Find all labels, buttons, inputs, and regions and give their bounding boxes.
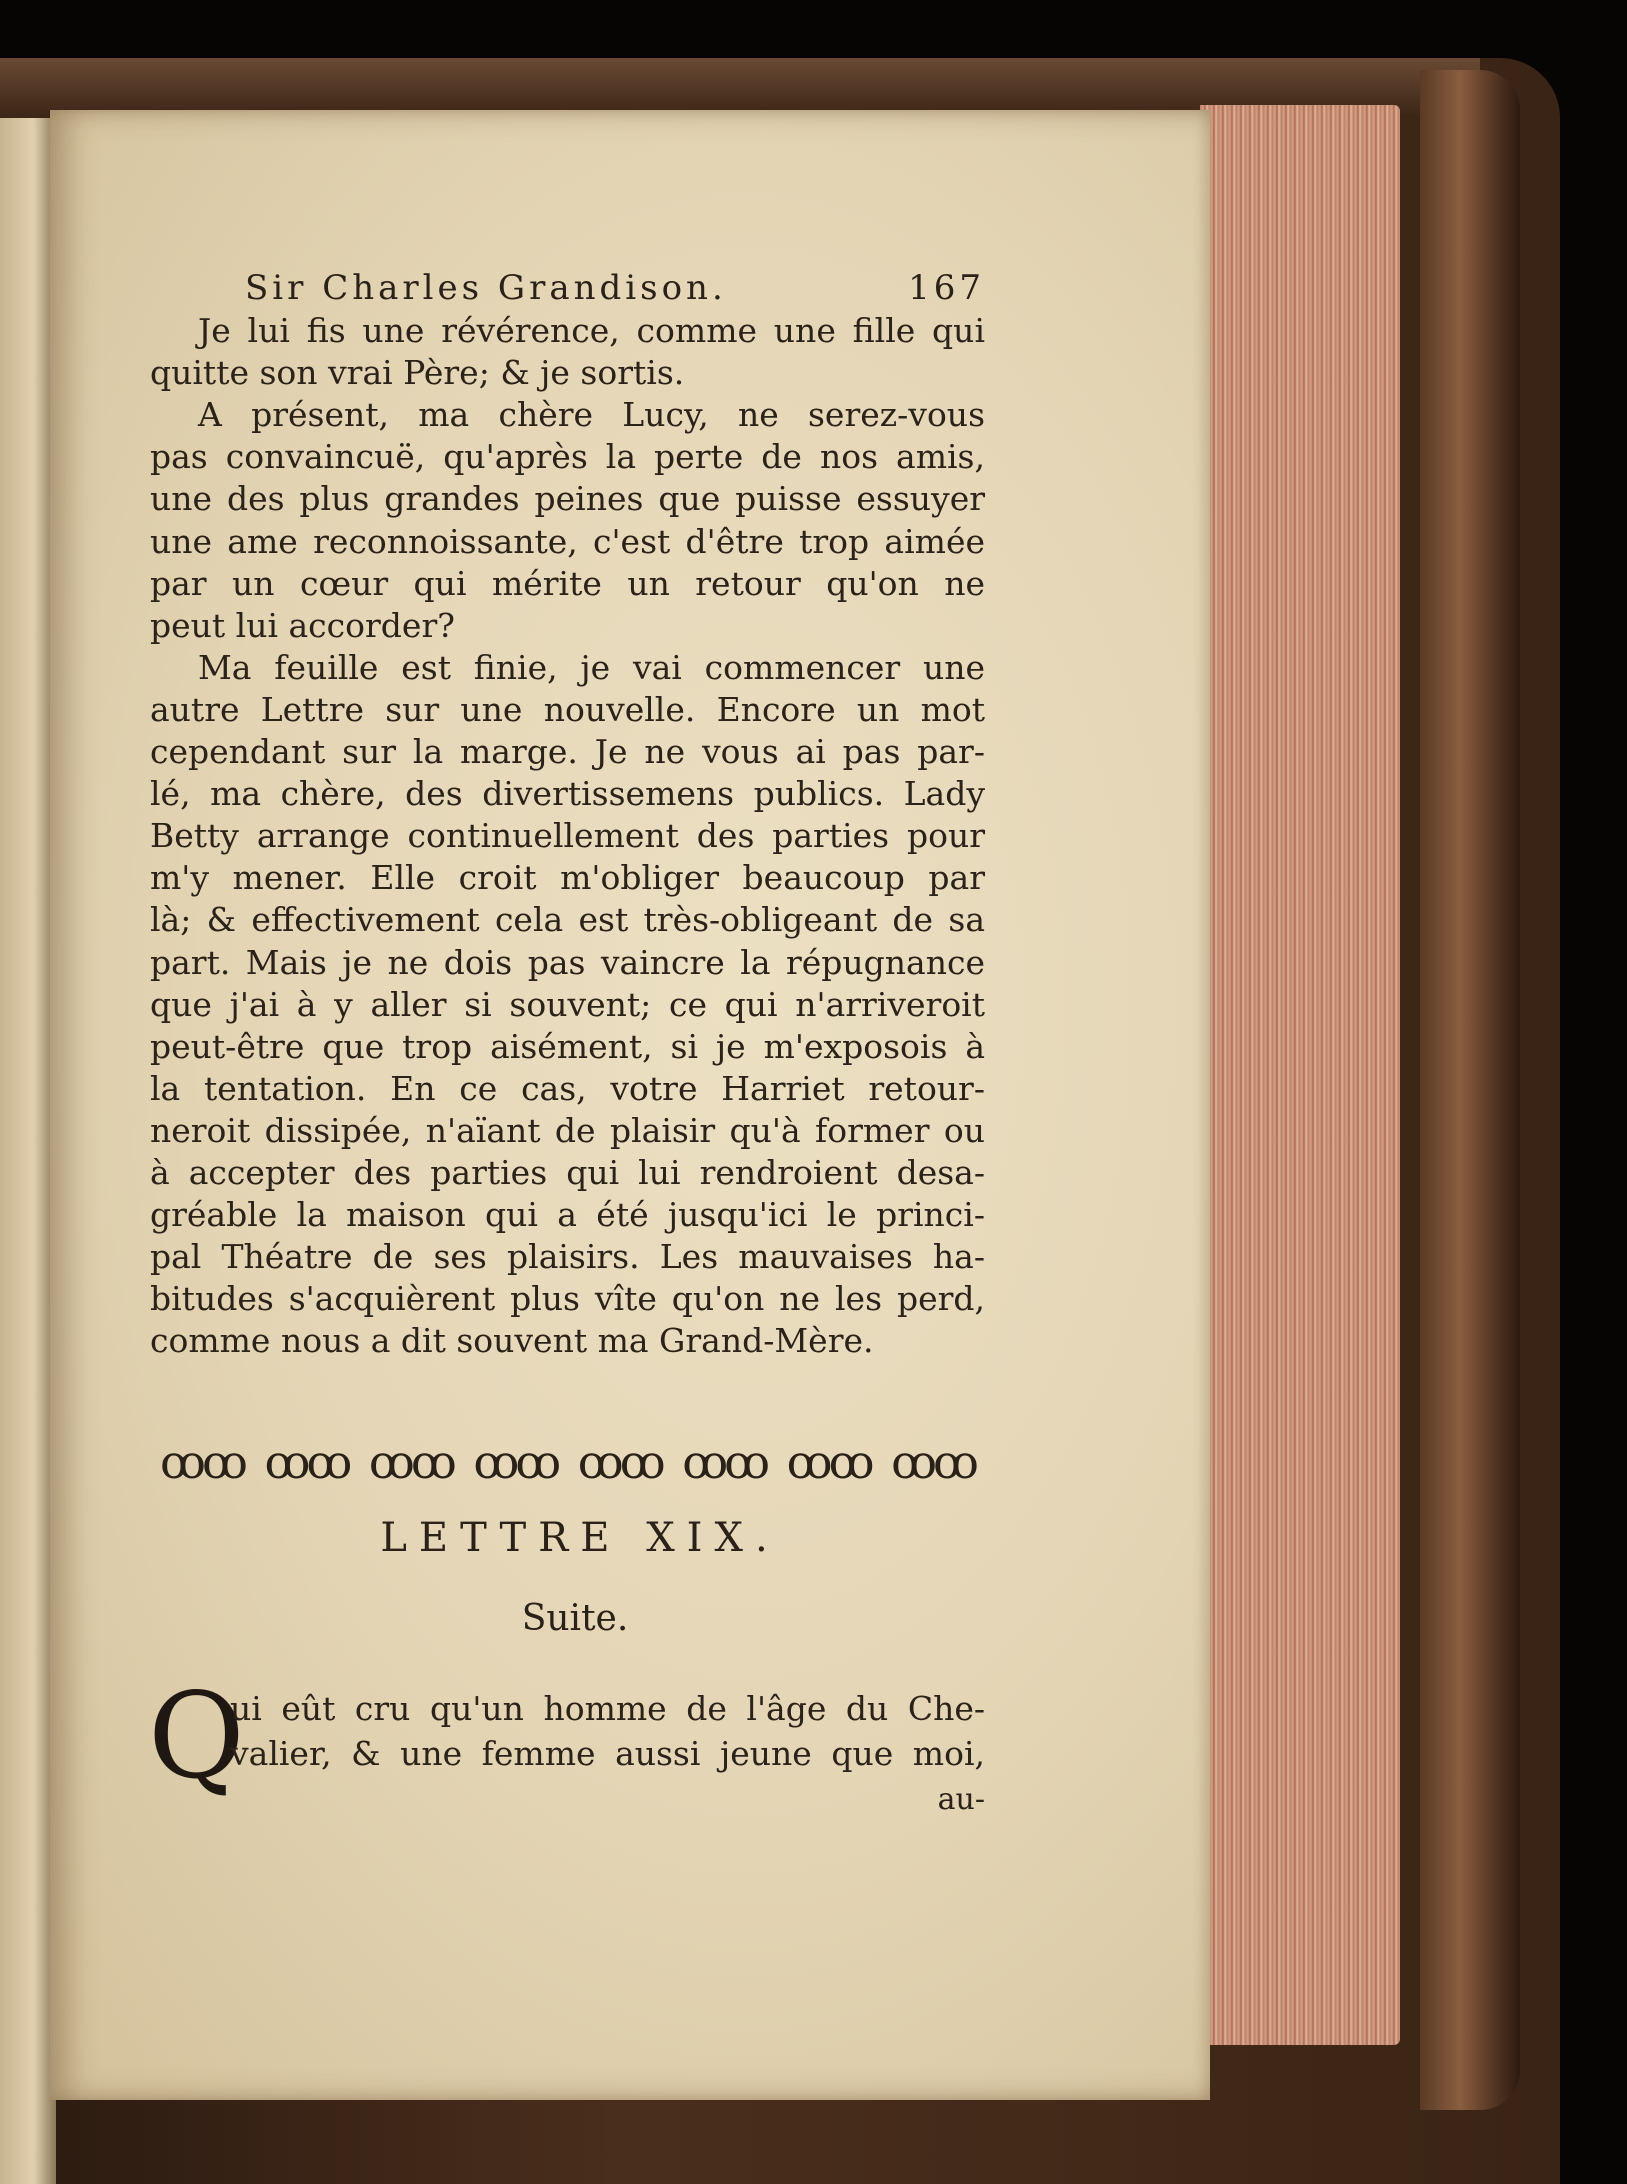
leather-cover-right [1420, 70, 1520, 2110]
body-line: que j'ai à y aller si souvent; ce qui n'arriveroit [150, 984, 985, 1024]
ornament-glyph: ꝏꝏ [264, 1435, 349, 1489]
page-number: 167 [908, 268, 985, 308]
letter-heading: LETTRE XIX. [380, 1515, 780, 1561]
catchword: au- [937, 1782, 985, 1817]
ornament-divider [160, 1432, 975, 1492]
ornament-glyph: ꝏꝏ [473, 1435, 558, 1489]
body-line: quitte son vrai Père; & je sortis. [150, 353, 685, 393]
drop-cap: Q [148, 1667, 245, 1805]
body-line: peut lui accorder? [150, 605, 455, 645]
body-line: neroit dissipée, n'aïant de plaisir qu'à former ou [150, 1110, 985, 1150]
body-line: m'y mener. Elle croit m'obliger beaucoup par [150, 858, 985, 898]
ornament-glyph: ꝏꝏ [786, 1435, 871, 1489]
ornament-glyph: ꝏꝏ [577, 1435, 662, 1489]
running-head-title: Sir Charles Grandison. [245, 268, 727, 308]
body-line: la tentation. En ce cas, votre Harriet retour- [150, 1068, 985, 1108]
body-line: Ma feuille est finie, je vai commencer une [198, 647, 985, 687]
ornament-glyph: ꝏꝏ [368, 1435, 453, 1489]
opening-line-2: valier, & une femme aussi jeune que moi, [230, 1734, 985, 1773]
body-line: autre Lettre sur une nouvelle. Encore un mot [150, 689, 985, 729]
body-line: peut-être que trop aisément, si je m'exposois à [150, 1026, 985, 1066]
body-line: une ame reconnoissante, c'est d'être trop aimée [150, 521, 985, 561]
body-line: A présent, ma chère Lucy, ne serez-vous [198, 395, 985, 435]
body-line: à accepter des parties qui lui rendroient desa- [150, 1153, 985, 1192]
letter-subtitle: Suite. [521, 1598, 629, 1639]
body-line: pal Théatre de ses plaisirs. Les mauvaises ha- [150, 1237, 985, 1277]
running-head [245, 268, 985, 308]
ornament-glyph: ꝏꝏ [682, 1435, 767, 1489]
body-line: une des plus grandes peines que puisse essuyer [150, 479, 985, 519]
body-line: gréable la maison qui a été jusqu'ici le princi- [150, 1195, 985, 1235]
ornament-glyph: ꝏꝏ [160, 1435, 244, 1489]
body-line: bitudes s'acquièrent plus vîte qu'on ne les perd, [150, 1279, 985, 1319]
ornament-glyph: ꝏꝏ [891, 1435, 975, 1489]
opening-line-1: ui eût cru qu'un homme de l'âge du Che- [230, 1689, 985, 1728]
body-line: comme nous a dit souvent ma Grand-Mère. [150, 1321, 874, 1361]
body-line: là; & effectivement cela est très-obligeant de sa [150, 900, 985, 940]
facing-page-edge [0, 118, 56, 2184]
body-line: pas convaincuë, qu'après la perte de nos amis, [150, 437, 985, 477]
page-edges [1200, 105, 1400, 2045]
body-line: cependant sur la marge. Je ne vous ai pas par- [150, 732, 985, 771]
body-line: part. Mais je ne dois pas vaincre la répugnance [150, 942, 985, 982]
body-line: Betty arrange continuellement des parties pour [150, 816, 985, 856]
body-line: par un cœur qui mérite un retour qu'on ne [150, 563, 985, 603]
body-line: Je lui fis une révérence, comme une fille qui [198, 311, 985, 350]
body-line: lé, ma chère, des divertissemens publics. Lady [150, 774, 985, 814]
